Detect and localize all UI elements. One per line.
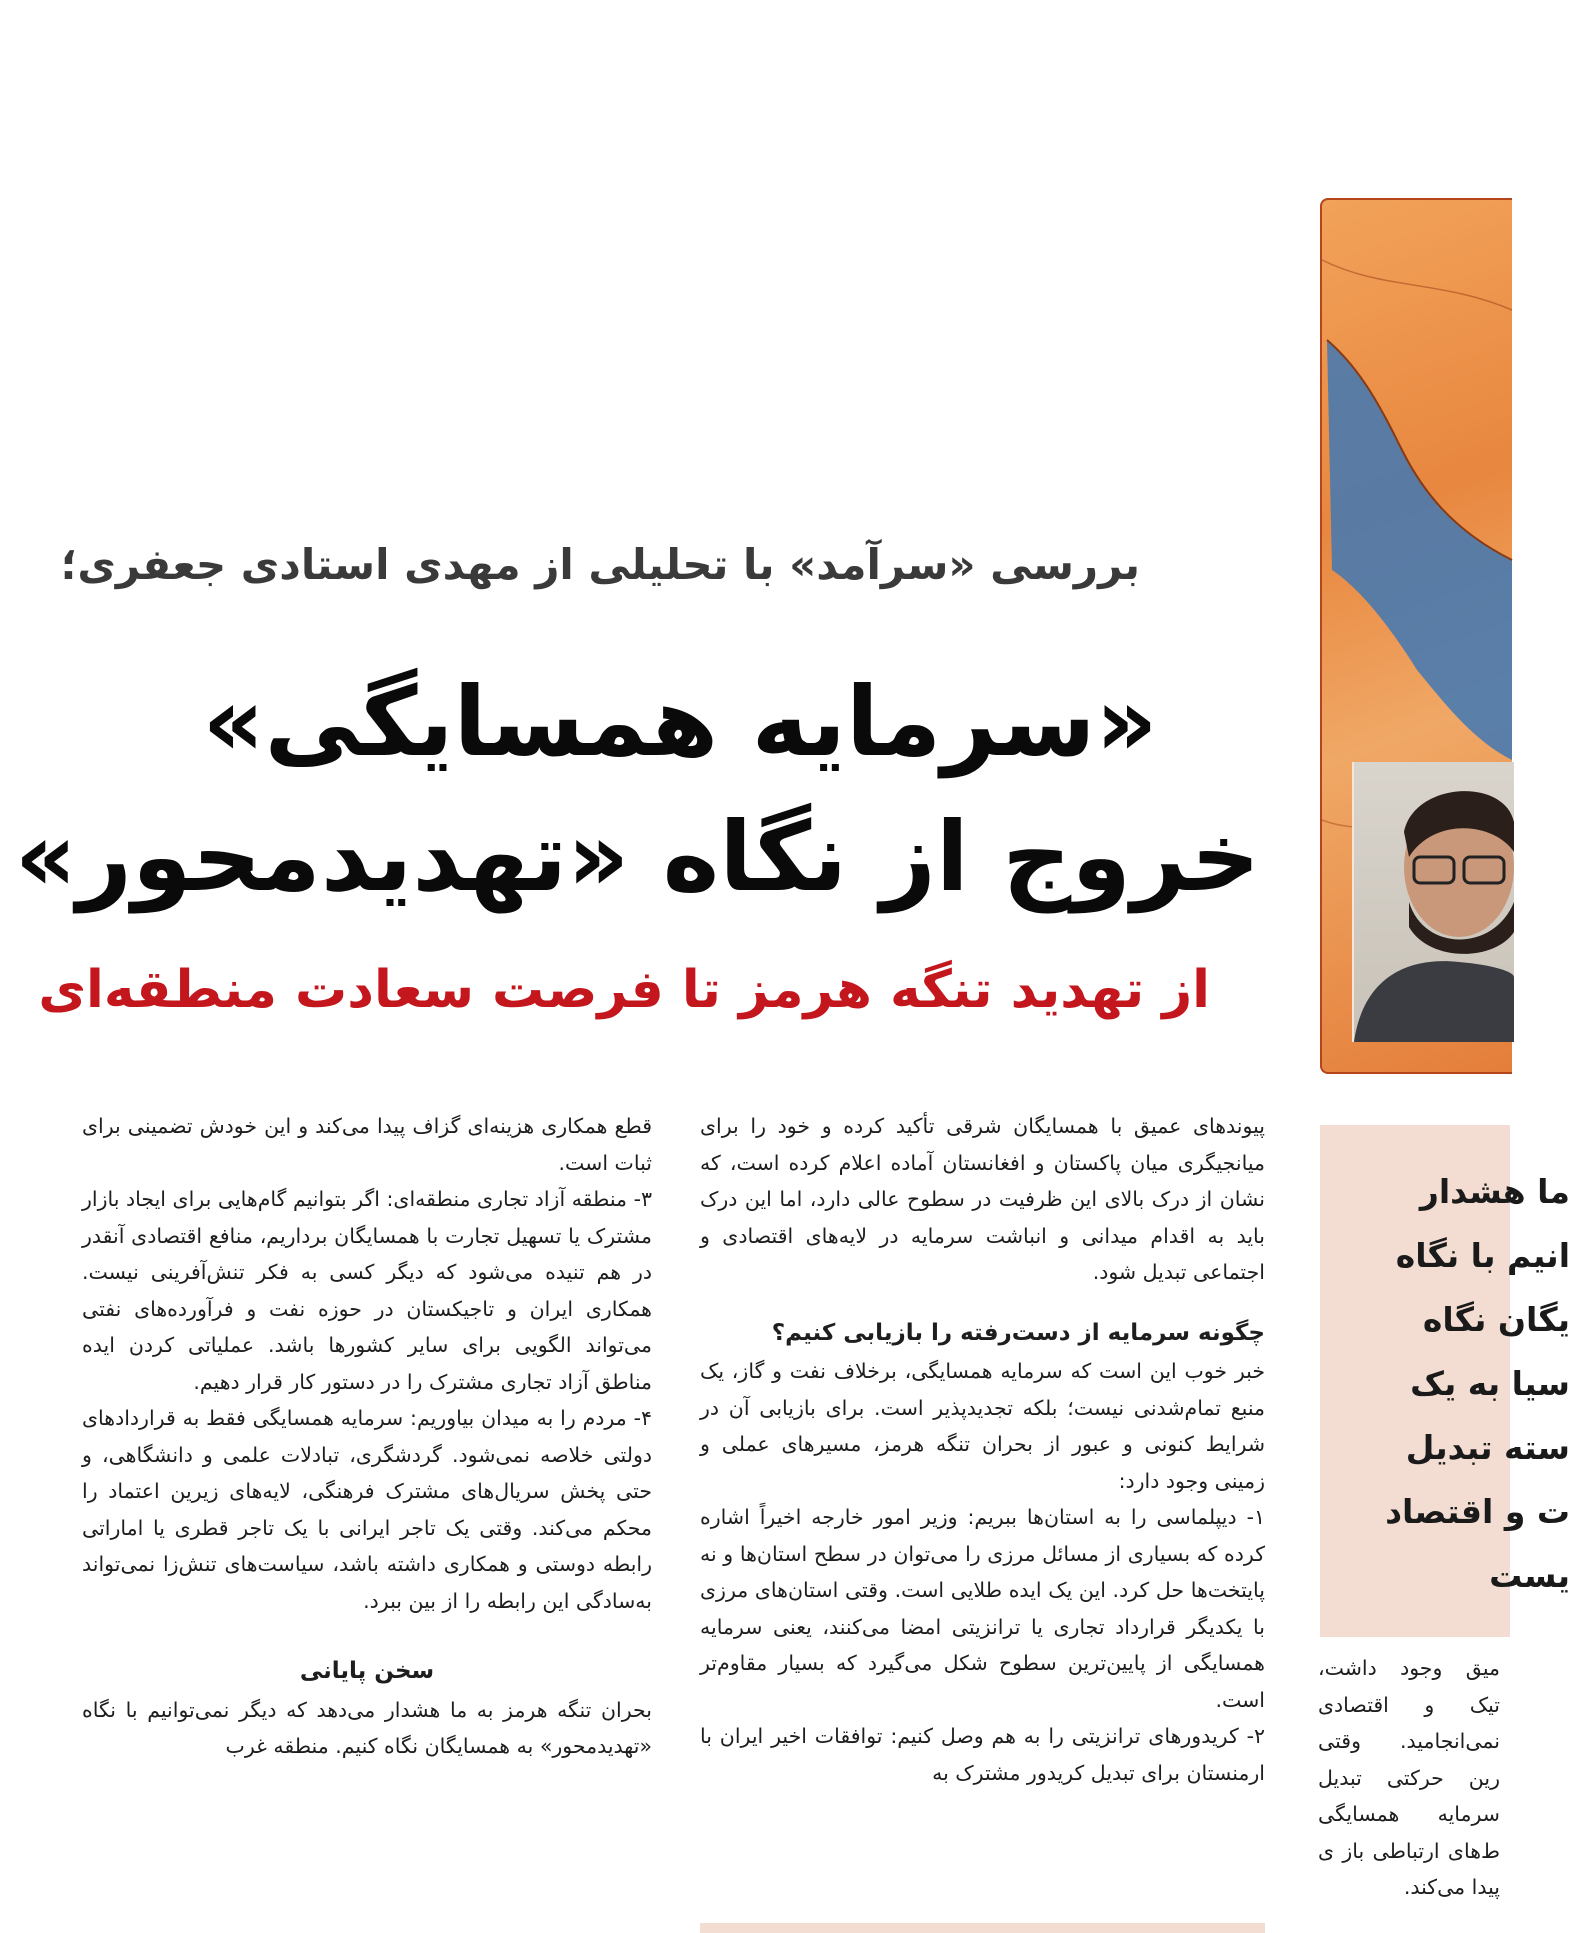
paragraph: ۲- کریدورهای ترانزیتی را به هم وصل کنیم: توافقات اخیر ایران با ارمنستان برای تبدیل کریدور مشترک به: [700, 1724, 1265, 1785]
paragraph: ۴- مردم را به میدان بیاوریم: سرمایه همسایگی فقط به قراردادهای دولتی خلاصه نمی‌شود. گردشگری، تبادلات علمی و دانشگاهی، و حتی پخش سریال‌های مشترک فرهنگی، لایه‌های زیرین اعتماد را محکم می‌کند. وقتی یک تاجر ایرانی با یک تاجر قطری یا اماراتی رابطه دوستی و همکاری داشته باشد، سیاست‌های تنش‌زا نمی‌تواند به‌سادگی این رابطه را از بین ببرد.: [82, 1406, 652, 1613]
pull-quote-line: سیا به یک: [1410, 1364, 1570, 1403]
pull-quote-line: سته تبدیل: [1405, 1428, 1570, 1467]
section-heading: سخن پایانی: [299, 1658, 435, 1684]
pull-quote-line: ت و اقتصاد: [1385, 1492, 1570, 1531]
article-kicker: بررسی «سرآمد» با تحلیلی از مهدی استادی جعفری؛: [60, 540, 1140, 589]
paragraph: میق وجود داشت، تیک و اقتصادی نمی‌انجامید. وقتی رین حرکتی تبدیل سرمایه همسایگی ط‌های ارتباطی باز ی پیدا می‌کند.: [1318, 1656, 1500, 1899]
article-title-line-2: خروج از نگاه «تهدیدمحور»: [14, 801, 1260, 913]
article-subtitle: از تهدید تنگه هرمز تا فرصت سعادت منطقه‌ای: [38, 960, 1210, 1020]
section-heading: چگونه سرمایه از دست‌رفته را بازیابی کنیم؟: [771, 1319, 1265, 1346]
paragraph: قطع همکاری هزینه‌ای گزاف پیدا می‌کند و این خودش تضمینی برای ثبات است.: [82, 1114, 652, 1175]
pull-quote-box: [1320, 1125, 1570, 1637]
pull-quote-line: ما هشدار: [1419, 1172, 1570, 1211]
paragraph: ۱- دیپلماسی را به استان‌ها ببریم: وزیر امور خارجه اخیراً اشاره کرده که بسیاری از مسائل مرزی را می‌توان در سطح استان‌ها و نه پایتخت‌ها حل کرد. این یک ایده طلایی است. وقتی استان‌های مرزی با یکدیگر قرارداد تجاری یا ترانزیتی امضا می‌کنند، یعنی سرمایه همسایگی از پایین‌ترین سطوح شکل می‌گیرد که بسیار مقاوم‌تر است.: [700, 1505, 1265, 1712]
author-portrait-icon: [1354, 762, 1514, 1042]
article-title-line-1: «سرمایه همسایگی»: [202, 666, 1158, 778]
paragraph: بحران تنگه هرمز به ما هشدار می‌دهد که دیگر نمی‌توانیم با نگاه «تهدیدمحور» به همسایگان نگاه کنیم. منطقه غرب: [82, 1697, 652, 1758]
article-column-left: [82, 1108, 652, 1765]
article-column-right-partial: [1318, 1650, 1500, 1933]
paragraph: ۳- منطقه آزاد تجاری منطقه‌ای: اگر بتوانیم گام‌هایی برای ایجاد بازار مشترک یا تسهیل تجارت با همسایگان برداریم، منافع اقتصادی آنقدر در هم تنیده می‌شود که دیگر کسی به فکر تنش‌آفرینی نیست. همکاری ایران و تاجیکستان در حوزه نفت و فرآورده‌های نفتی می‌تواند الگویی برای سایر کشورها باشد. عملیاتی کردن ایده مناطق آزاد تجاری مشترک را در دستور کار قرار دهیم.: [82, 1187, 652, 1394]
author-photo: [1352, 762, 1514, 1042]
pull-quote-line: یگان نگاه: [1422, 1300, 1570, 1339]
pull-quote-line: یست: [1489, 1556, 1570, 1595]
pull-quote-line: انیم با نگاه: [1395, 1236, 1570, 1275]
bottom-pink-strip: [700, 1923, 1265, 1933]
paragraph: پیوندهای عمیق با همسایگان شرقی تأکید کرده و خود را برای میانجیگری میان پاکستان و افغانستان آماده اعلام کرده است، که نشان از درک بالای این ظرفیت در سطوح عالی دارد، اما این درک باید به اقدام میدانی و انباشت سرمایه در لایه‌های اقتصادی و اجتماعی تبدیل شود.: [700, 1114, 1265, 1284]
article-column-middle: [700, 1108, 1265, 1791]
paragraph: خبر خوب این است که سرمایه همسایگی، برخلاف نفت و گاز، یک منبع تمام‌شدنی نیست؛ بلکه تجدیدپذیر است. برای بازیابی آن در شرایط کنونی و عبور از بحران تنگه هرمز، مسیرهای عملی و زمینی وجود دارد:: [700, 1359, 1265, 1493]
